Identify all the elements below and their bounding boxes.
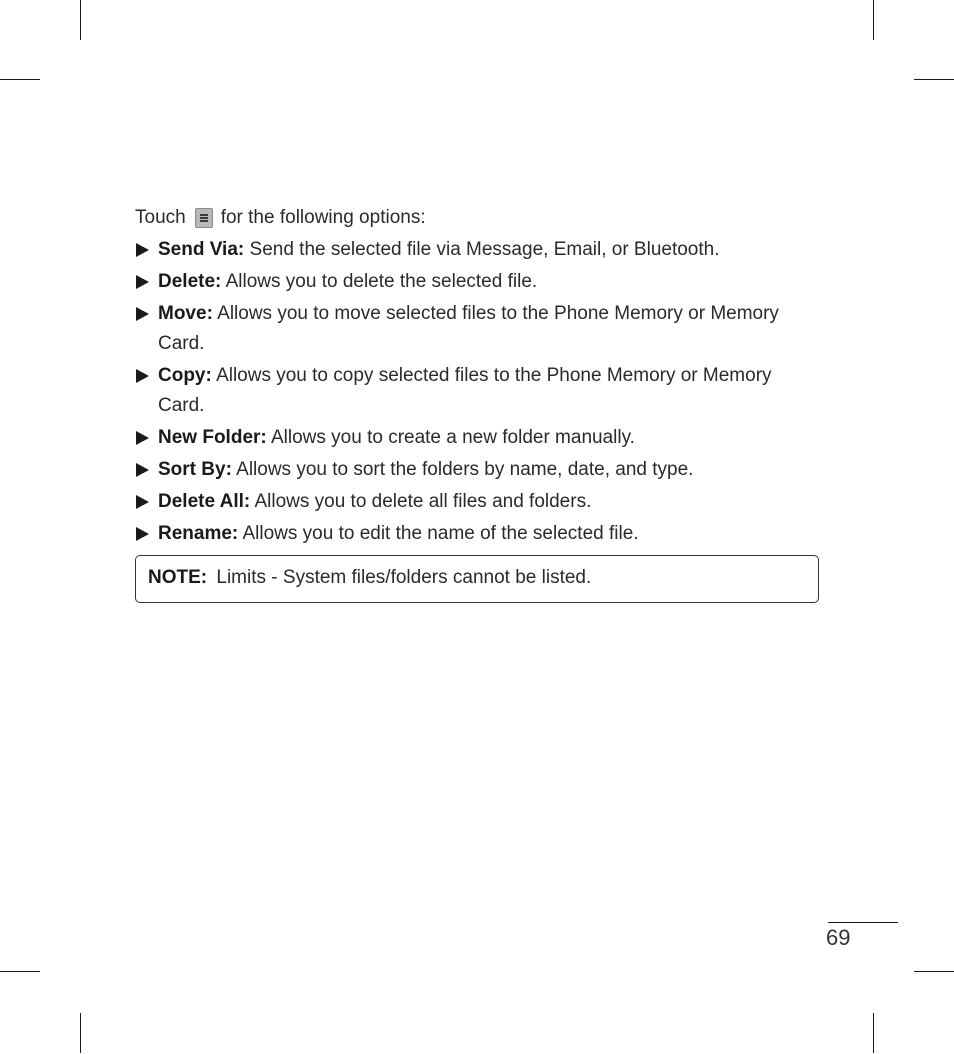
intro-before: Touch [135, 207, 186, 228]
list-item [135, 267, 820, 297]
option-label: Send Via: [158, 239, 245, 260]
option-label: Copy: [158, 365, 212, 386]
page-number: 69 [826, 925, 851, 950]
option-text: Allows you to delete the selected file. [225, 271, 538, 292]
crop-mark-top-right [873, 0, 874, 40]
option-text: Allows you to copy selected files to the Phone Memory or Memory Card. [158, 365, 772, 416]
option-label: New Folder: [158, 427, 267, 448]
option-label: Rename: [158, 523, 239, 544]
list-item [135, 487, 820, 517]
list-item [135, 361, 820, 421]
list-item [135, 519, 820, 549]
options-section [135, 203, 820, 549]
triangle-bullet-icon [136, 527, 149, 541]
crop-mark-top-left-h [0, 79, 40, 80]
intro-after: for the following options: [220, 207, 426, 228]
crop-mark-top-right-h [914, 79, 954, 80]
option-text: Allows you to sort the folders by name, date, and type. [236, 459, 694, 480]
note-label: NOTE: [148, 567, 208, 588]
option-text: Allows you to move selected files to the Phone Memory or Memory Card. [158, 303, 779, 354]
option-text: Send the selected file via Message, Email, or Bluetooth. [249, 239, 720, 260]
crop-mark-bottom-right [873, 1013, 874, 1053]
list-item [135, 455, 820, 485]
crop-mark-bottom-left-h [0, 971, 40, 972]
note-text: Limits - System files/folders cannot be listed. [216, 567, 592, 588]
triangle-bullet-icon [136, 369, 149, 383]
triangle-bullet-icon [136, 463, 149, 477]
triangle-bullet-icon [136, 431, 149, 445]
triangle-bullet-icon [136, 243, 149, 257]
crop-mark-bottom-right-h [914, 971, 954, 972]
page-number-rule [828, 922, 898, 923]
option-label: Delete All: [158, 491, 251, 512]
list-item [135, 235, 820, 265]
option-text: Allows you to edit the name of the selected file. [242, 523, 639, 544]
option-label: Delete: [158, 271, 222, 292]
menu-icon [195, 208, 213, 228]
list-item [135, 299, 820, 359]
option-text: Allows you to delete all files and folders. [254, 491, 592, 512]
triangle-bullet-icon [136, 495, 149, 509]
crop-mark-bottom-left [80, 1013, 81, 1053]
option-label: Move: [158, 303, 213, 324]
option-label: Sort By: [158, 459, 232, 480]
note-box [135, 555, 819, 603]
crop-mark-top-left [80, 0, 81, 40]
options-list [135, 235, 820, 549]
list-item [135, 423, 820, 453]
triangle-bullet-icon [136, 275, 149, 289]
intro-line [135, 203, 820, 233]
option-text: Allows you to create a new folder manually. [270, 427, 635, 448]
triangle-bullet-icon [136, 307, 149, 321]
